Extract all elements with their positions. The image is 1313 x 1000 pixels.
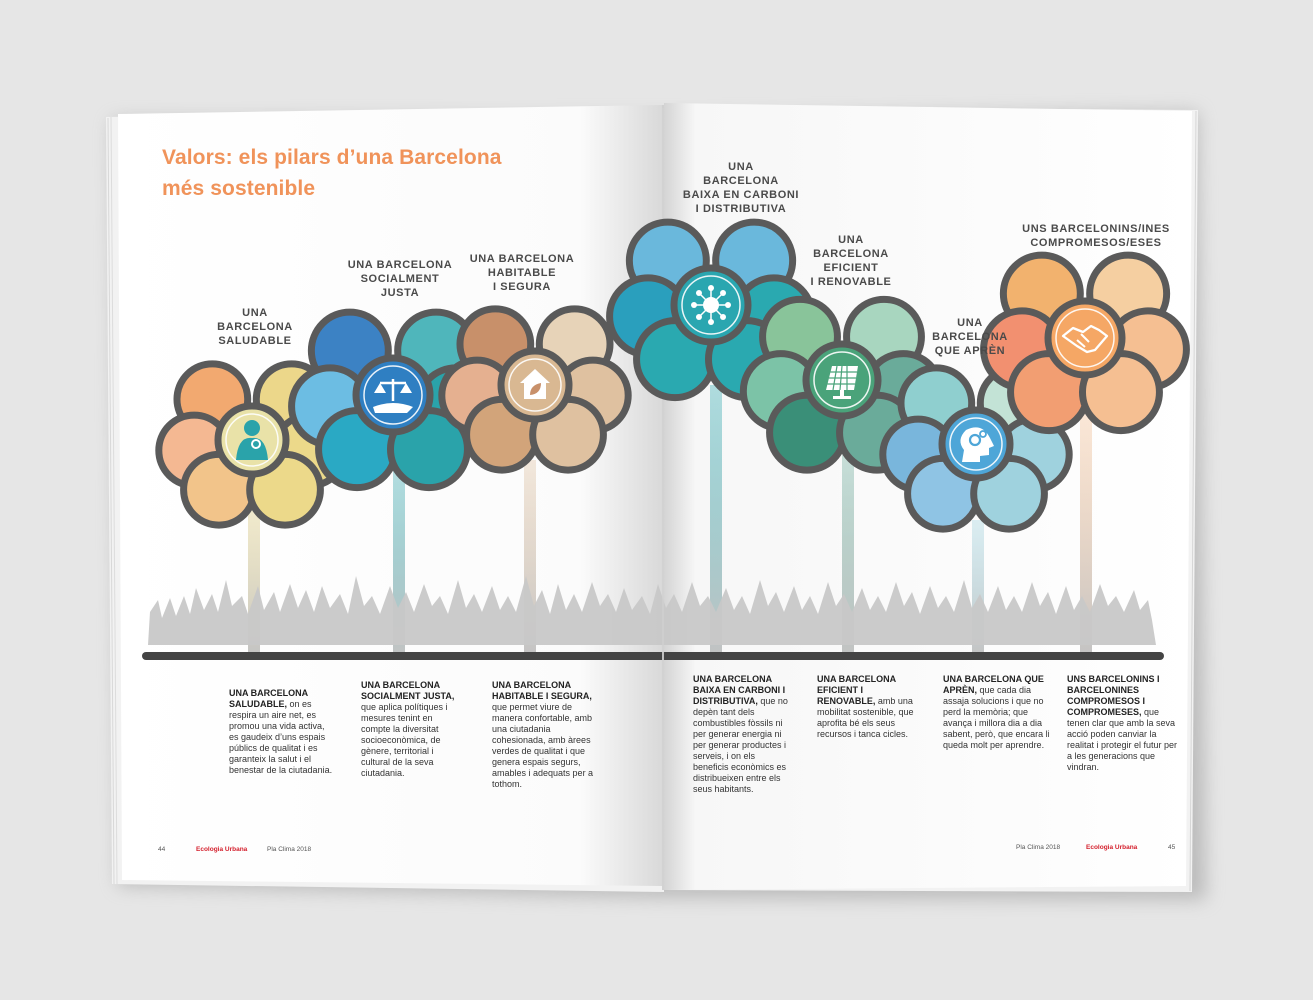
right-doc-name: Pla Clima 2018 [1016, 844, 1061, 851]
flower-label-compromesos: UNS BARCELONINS/INES COMPROMESOS/ESES [1022, 223, 1170, 249]
flower-label-eficient-renovable: UNA BARCELONA EFICIENT I RENOVABLE [810, 234, 892, 288]
network-hub-icon [691, 285, 731, 325]
title-line-1: Valors: els pilars d’una Barcelona [162, 146, 502, 169]
description-habitable-segura: UNA BARCELONA HABITABLE I SEGURA, que permet viure de manera confortable, amb una ciutadania cohesionada, amb àrees verdes de qualitat i que genera espais segurs, amables i adequats per a tothom. [492, 680, 594, 789]
description-socialment-justa: UNA BARCELONA SOCIALMENT JUSTA, que aplica polítiques i mesures tenint en compte la diversitat socioeconòmica, de gènere, territorial i cultural de la seva ciutadania. [361, 680, 455, 778]
description-eficient-renovable: UNA BARCELONA EFICIENT I RENOVABLE, amb una mobilitat sostenible, que aprofita bé els seus recursos i tanca cicles. [817, 674, 914, 739]
right-page-number: 45 [1168, 844, 1176, 851]
description-compromesos: UNS BARCELONINS I BARCELONINES COMPROMESOS I COMPROMESES, que tenen clar que amb la seva acció poden canviar la realitat i protegir el futur per a les generacions que vindran. [1067, 674, 1178, 772]
title-line-2: més sostenible [162, 177, 316, 200]
description-saludable: UNA BARCELONA SALUDABLE, on es respira un aire net, es promou una vida activa, es gaudeix d’uns espais públics de qualitat i es garanteix la salut i el benestar de la ciutadania. [229, 688, 333, 775]
flower-label-saludable: UNA BARCELONA SALUDABLE [217, 307, 293, 347]
left-brand: Ecologia Urbana [196, 846, 248, 853]
left-doc-name: Pla Clima 2018 [267, 846, 312, 853]
flower-label-habitable-segura: UNA BARCELONA HABITABLE I SEGURA [469, 253, 575, 293]
description-que-apren: UNA BARCELONA QUE APRÈN, que cada dia assaja solucions i que no perd la memòria; que avança i millora dia a dia sabent, però, que encara li queda molt per aprendre. [943, 674, 1050, 750]
flower-label-baixa-carboni: UNA BARCELONA BAIXA EN CARBONI I DISTRIBUTIVA [682, 161, 800, 215]
flower-label-que-apren: UNA BARCELONA QUE APRÈN [932, 317, 1008, 357]
description-baixa-carboni: UNA BARCELONA BAIXA EN CARBONI I DISTRIBUTIVA, que no depèn tant dels combustibles fòssils ni per generar energia ni per generar productes i serveis, i on els beneficis econòmics es distribueixen entre els seus habitants. [693, 674, 788, 794]
left-page-number: 44 [158, 846, 166, 853]
page-title [162, 142, 502, 204]
flower-label-socialment-justa: UNA BARCELONA SOCIALMENT JUSTA [347, 259, 453, 299]
right-brand: Ecologia Urbana [1086, 844, 1138, 851]
